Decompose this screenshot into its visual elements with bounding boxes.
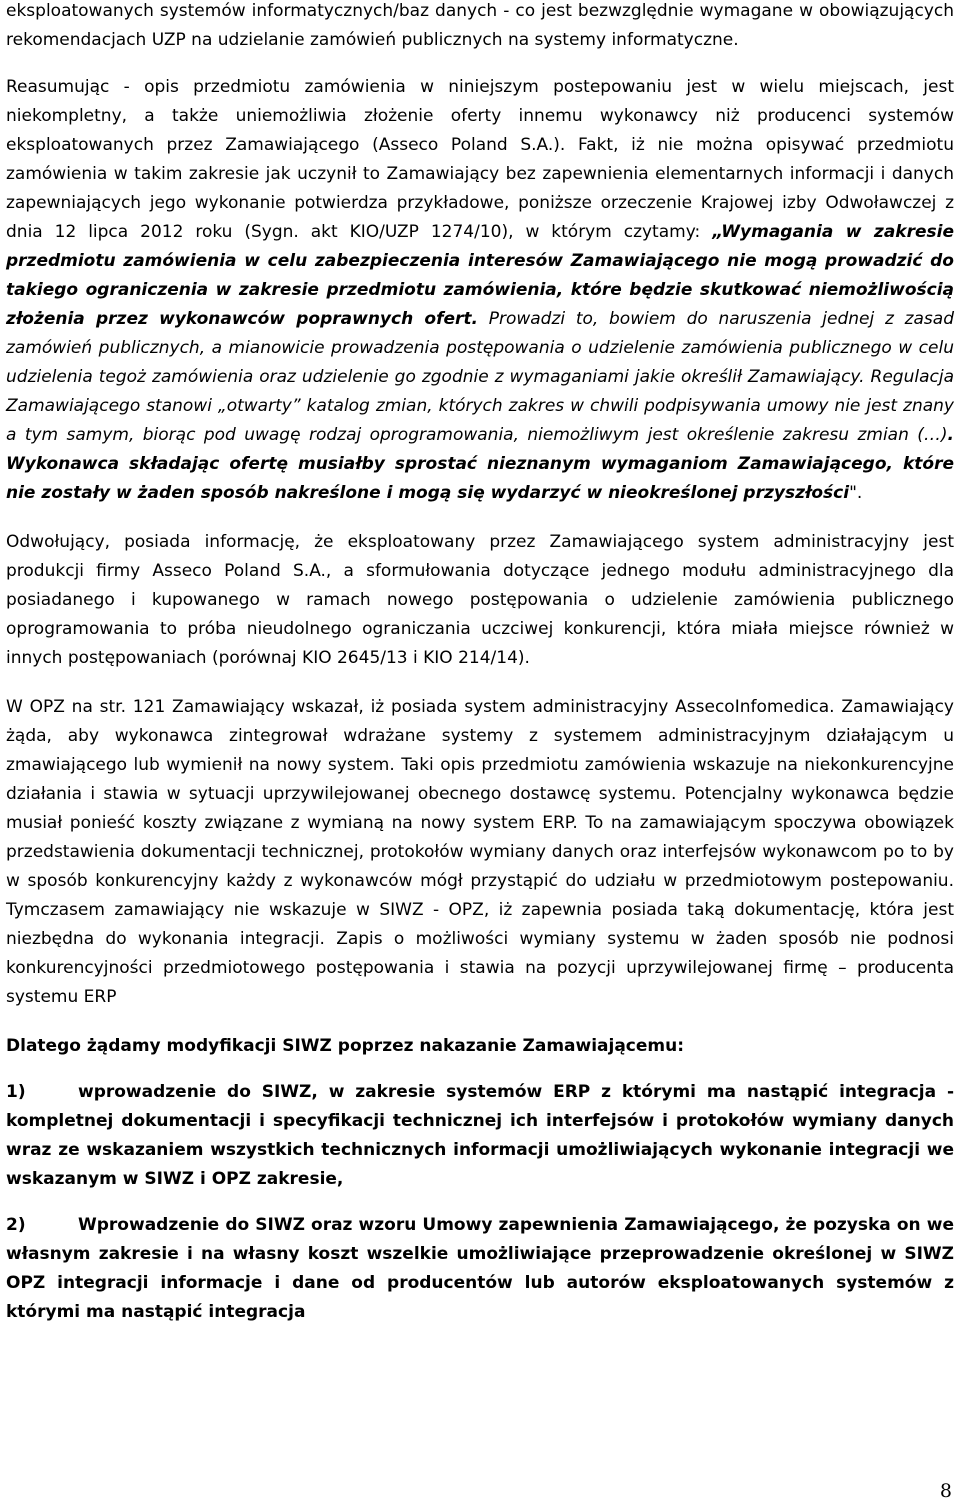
summary-text: Reasumując - opis przedmiotu zamówienia w niniejszym postepowaniu jest w wielu miejscach, jest niekompletny, a także uniemożliwia złożenie oferty innemu wykonawcy niż producenci systemów eksploatowanych przez Zamawiającego (Asseco Poland S.A.). Fakt, iż nie można opisywać przedmiotu zamówienia w takim zakresie jak uczynił to Zamawiający bez zapewnienia elementarnych informacji i danych zapewniających jego wykonanie potwierdza przykładowe, poniższe orzeczenie Krajowej izby Odwoławczej z dnia 12 lipca 2012 roku (Sygn. akt KIO/UZP 1274/10), w którym czytamy: [6,77,954,242]
paragraph-opz-requirements: W OPZ na str. 121 Zamawiający wskazał, iż posiada system administracyjny AssecoInfomedica. Zamawiający żąda, aby wykonawca zintegrował wdrażane systemy z systemem administracyjnym działającym u zmawiającego lub wymienił na nowy system. Taki opis przedmiotu zamówienia wskazuje na niekonkurencyjne działania i stawia w sytuacji uprzywilejowanej obecnego dostawcę systemu. Potencjalny wykonawca będzie musiał ponieść koszty związane z wymianą na nowy system ERP. To na zamawiającym spoczywa obowiązek przedstawienia dokumentacji technicznej, protokołów wymiany danych oraz interfejsów wykonawcom po to by w sposób konkurencyjny każdy z wykonawców mógł przystąpić do udziału w przedmiotowym postepowaniu. Tymczasem zamawiający nie wskazuje w SIWZ - OPZ, iż zapewnia posiada taką dokumentację, która jest niezbędna do wykonania integracji. Zapis o możliwości wymiany systemu w żaden sposób nie podnosi konkurencyjności przedmiotowego postępowania i stawia na pozycji uprzywilejowanej firmę – producenta systemu ERP [6,697,954,1007]
document-page [6,0,954,1327]
quote-bold-italic-part-2: . Wykonawca składając ofertę musiałby sprostać nieznanym wymaganiom Zamawiającego, które nie zostały w żaden sposób nakreślone i mogą się wydarzyć w nieokreślonej przyszłości [6,425,954,503]
paragraph-summary-kio-quote [6,73,954,508]
quote-italic-part: Prowadzi to, bowiem do naruszenia jednej z zasad zamówień publicznych, a mianowicie prowadzenia postępowania o udzielenie zamówienia publicznego w celu udzielenia tegoż zamówienia oraz udzielenie go zgodnie z wymaganiami jakie określił Zamawiający. Regulacja Zamawiającego stanowi „otwarty” katalog zmian, których zakres w chwili podpisywania umowy nie jest znany a tym samym, biorąc pod uwagę rodzaj oprogramowania, niemożliwym jest określenie zakresu zmian (…) [6,309,954,445]
demand-item-2-text: Wprowadzenie do SIWZ oraz wzoru Umowy zapewnienia Zamawiającego, że pozyska on we własnym zakresie i na własny koszt wszelkie umożliwiające przeprowadzenie określonej w SIWZ OPZ integracji informacje i dane od producentów lub autorów eksploatowanych systemów z którymi ma nastąpić integracja [6,1215,954,1322]
page-number: 8 [939,1480,952,1502]
demand-item-2 [6,1211,954,1327]
paragraph-intro-continuation: eksploatowanych systemów informatycznych/baz danych - co jest bezwzględnie wymagane w obowiązujących rekomendacjach UZP na udzielanie zamówień publicznych na systemy informatyczne. [6,1,954,50]
demand-item-1 [6,1078,954,1194]
quote-bold-italic-part-1: „Wymagania w zakresie przedmiotu zamówienia w celu zabezpieczenia interesów Zamawiającego nie mogą prowadzić do takiego ograniczenia w zakresie przedmiotu zamówienia, które będzie skutkować niemożliwością złożenia przez wykonawców poprawnych ofert. [6,222,954,329]
demand-item-1-number: 1) [6,1082,26,1102]
demand-item-2-number: 2) [6,1215,26,1235]
paragraph-appellant-information: Odwołujący, posiada informację, że eksploatowany przez Zamawiającego system administracyjny jest produkcji firmy Asseco Poland S.A., a sformułowania dotyczące jednego modułu administracyjnego dla posiadanego i kupowanego w ramach nowego postępowania o udzielenie zamówienia publicznego oprogramowania to próba nieudolnego ograniczania uczciwej konkurencji, która miała miejsce również w innych postępowaniach (porównaj KIO 2645/13 i KIO 214/14). [6,532,954,668]
demands-heading: Dlatego żądamy modyfikacji SIWZ poprzez nakazanie Zamawiającemu: [6,1036,685,1056]
quote-closing-mark: ". [849,483,863,503]
demand-item-1-text: wprowadzenie do SIWZ, w zakresie systemów ERP z którymi ma nastąpić integracja - kompletnej dokumentacji i specyfikacji technicznej ich interfejsów i protokołów wymiany danych wraz ze wskazaniem wszystkich technicznych informacji umożliwiających wykonanie integracji we wskazanym w SIWZ i OPZ zakresie, [6,1082,954,1189]
